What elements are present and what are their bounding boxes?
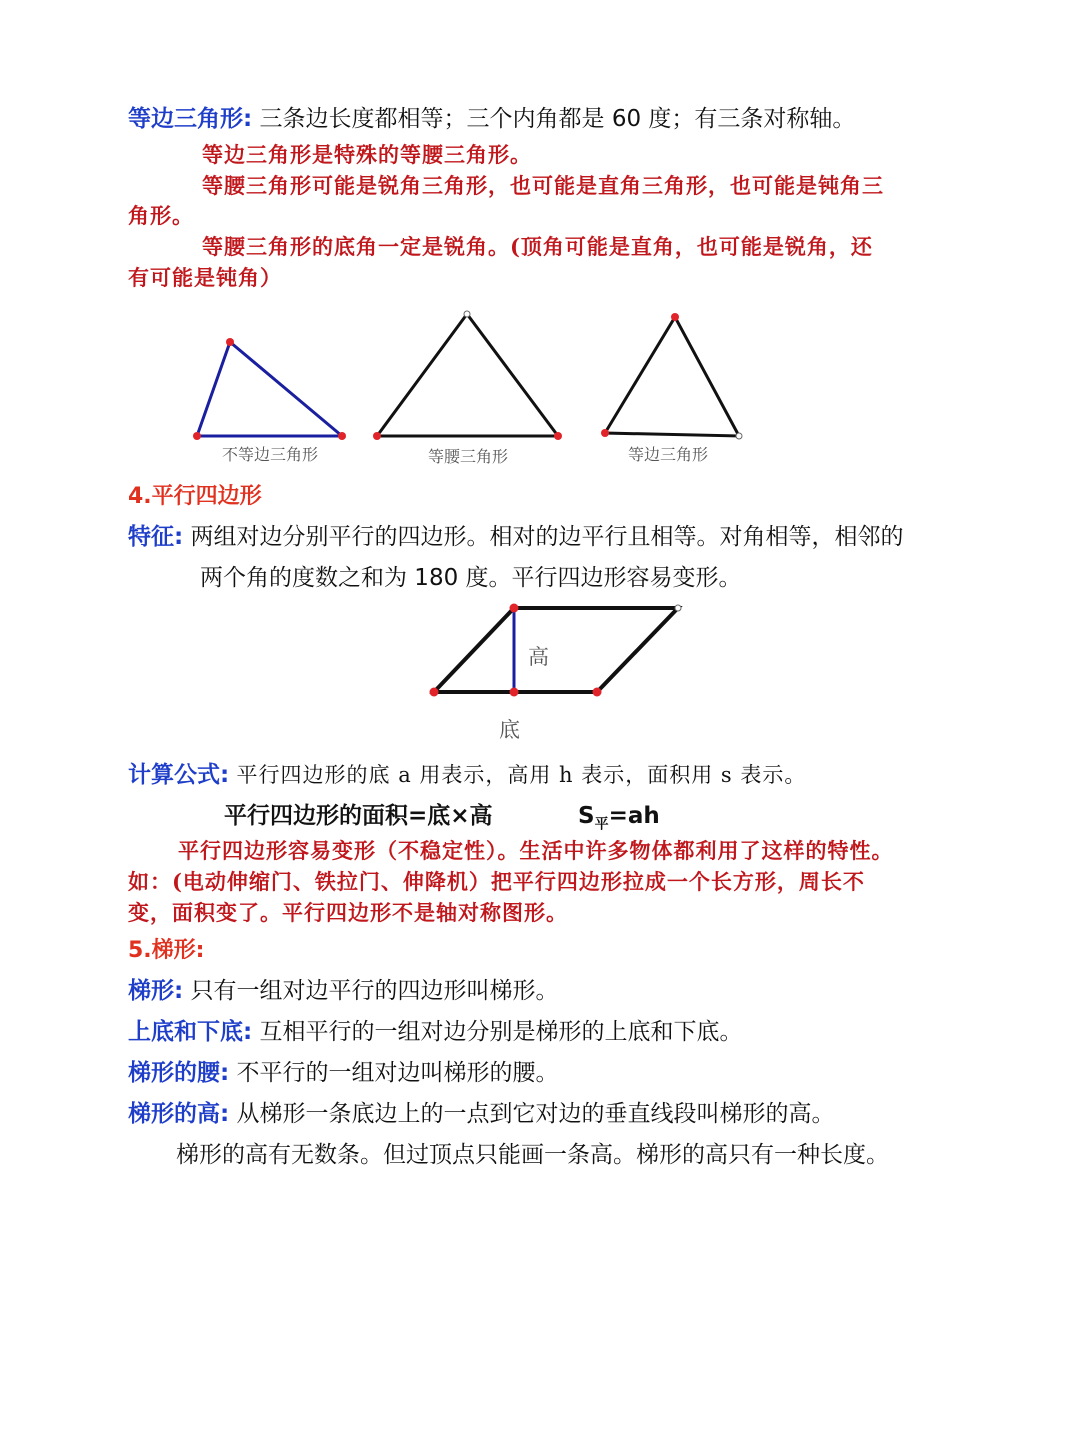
formula-description: 平行四边形的底 a 用表示，高用 h 表示，面积用 s 表示。 [236, 763, 807, 787]
scalene-triangle-label: 不等边三角形 [222, 445, 319, 464]
formula-sub: 平 [594, 816, 609, 833]
parallelogram-height-label: 高 [528, 645, 549, 669]
height-term: 梯形的高: [128, 1101, 230, 1127]
equilateral-note-2b: 角形。 [128, 203, 194, 228]
parallelogram-figure [430, 604, 682, 743]
bases-definition: 互相平行的一组对边分别是梯形的上底和下底。 [259, 1019, 743, 1045]
equilateral-note-3b: 有可能是钝角） [128, 265, 282, 290]
trapezoid-height-line [128, 1099, 835, 1129]
parallelogram-note-a: 平行四边形容易变形（不稳定性）。生活中许多物体都利用了这样的特性。 [178, 838, 894, 863]
trapezoid-height-note: 梯形的高有无数条。但过顶点只能画一条高。梯形的高只有一种长度。 [176, 1142, 889, 1168]
legs-term: 梯形的腰: [128, 1060, 230, 1086]
trapezoid-heading: 5.梯形: [128, 938, 205, 963]
equilateral-note-3a: 等腰三角形的底角一定是锐角。(顶角可能是直角，也可能是锐角，还 [202, 234, 873, 259]
parallelogram-note-b: 如：(电动伸缩门、铁拉门、伸降机）把平行四边形拉成一个长方形，周长不 [128, 869, 865, 894]
formula-eq: =ah [608, 803, 660, 829]
equilateral-triangle-figure [601, 313, 742, 464]
feature-text-1: 两组对边分别平行的四边形。相对的边平行且相等。对角相等，相邻的 [190, 524, 904, 550]
feature-term: 特征: [128, 524, 184, 550]
feature-text-2: 两个角的度数之和为 180 度。平行四边形容易变形。 [200, 565, 742, 591]
trapezoid-definition-line [128, 976, 559, 1006]
formula-symbolic [578, 801, 660, 840]
trapezoid-term: 梯形: [128, 978, 184, 1004]
formula-s: S [578, 803, 595, 829]
formula-main: 平行四边形的面积=底×高 [224, 803, 493, 829]
trapezoid-bases-line [128, 1017, 743, 1047]
parallelogram-heading: 4.平行四边形 [128, 484, 262, 509]
isosceles-triangle-label: 等腰三角形 [428, 447, 509, 466]
parallelogram-feature-line [128, 522, 904, 552]
equilateral-note-2a: 等腰三角形可能是锐角三角形，也可能是直角三角形，也可能是钝角三 [202, 173, 884, 198]
formula-term: 计算公式: [128, 762, 230, 788]
equilateral-note-1: 等边三角形是特殊的等腰三角形。 [202, 142, 532, 167]
height-definition: 从梯形一条底边上的一点到它对边的垂直线段叫梯形的高。 [236, 1101, 835, 1127]
equilateral-triangle-label: 等边三角形 [628, 445, 709, 464]
equilateral-term: 等边三角形: [128, 106, 253, 132]
trapezoid-definition: 只有一组对边平行的四边形叫梯形。 [190, 978, 559, 1004]
formula-line [128, 760, 806, 790]
parallelogram-note-c: 变，面积变了。平行四边形不是轴对称图形。 [128, 900, 568, 925]
bases-term: 上底和下底: [128, 1019, 253, 1045]
trapezoid-legs-line [128, 1058, 559, 1088]
equilateral-definition: 三条边长度都相等；三个内角都是 60 度；有三条对称轴。 [259, 106, 856, 132]
parallelogram-base-label: 底 [499, 718, 520, 742]
isosceles-triangle-figure [373, 311, 562, 466]
legs-definition: 不平行的一组对边叫梯形的腰。 [236, 1060, 559, 1086]
scalene-triangle-figure [193, 338, 346, 464]
